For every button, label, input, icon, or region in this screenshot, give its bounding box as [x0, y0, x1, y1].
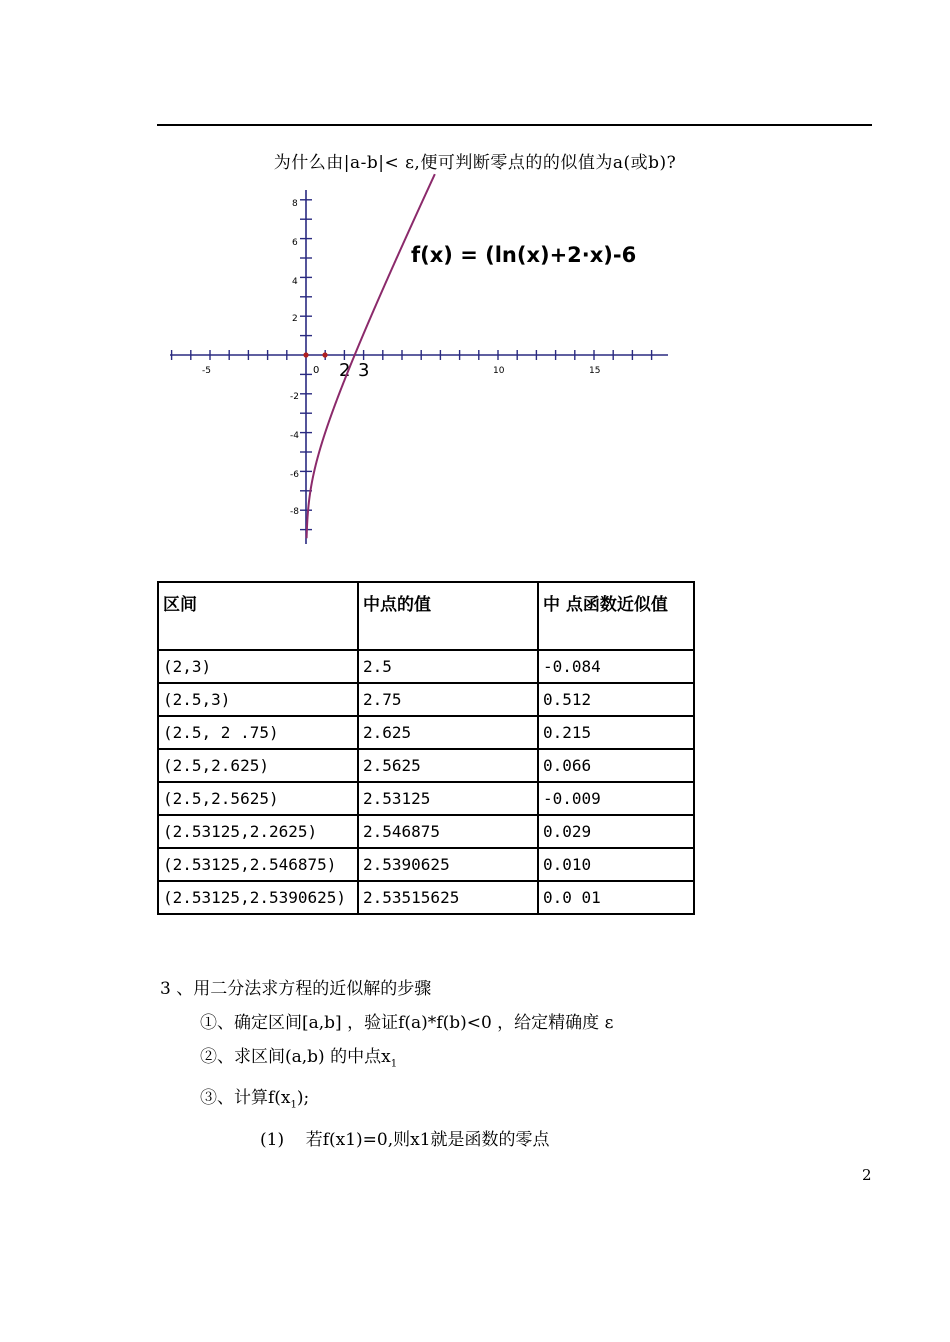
point-label-3: 3 — [358, 360, 370, 381]
x-tick-label-0: 0 — [313, 365, 320, 376]
cell-value: 0.0 01 — [538, 881, 694, 914]
page-number: 2 — [862, 1166, 872, 1184]
cell-value: 0.010 — [538, 848, 694, 881]
cell-value: 0.029 — [538, 815, 694, 848]
y-tick-label-neg6: -6 — [290, 470, 299, 480]
step-2 — [160, 1040, 613, 1081]
step-3-subscript: 1 — [290, 1099, 297, 1111]
step-3-text-end: ); — [296, 1088, 310, 1109]
cell-value: -0.009 — [538, 782, 694, 815]
cell-value: 0.215 — [538, 716, 694, 749]
cell-value: -0.084 — [538, 650, 694, 683]
steps-heading: 3 、用二分法求方程的近似解的步骤 — [160, 979, 432, 999]
cell-midpoint: 2.53515625 — [358, 881, 538, 914]
y-tick-label-neg4: -4 — [290, 431, 299, 441]
step-2-text: ②、求区间(a,b) 的中点x — [200, 1047, 391, 1067]
cell-midpoint: 2.5625 — [358, 749, 538, 782]
cell-interval: (2.5,2.5625) — [158, 782, 358, 815]
y-tick-label-8: 8 — [292, 199, 298, 209]
cell-midpoint: 2.546875 — [358, 815, 538, 848]
question-text: 为什么由|a-b|< ε,便可判断零点的的似值为a(或b)? — [273, 153, 677, 173]
cell-interval: (2.5, 2 .75) — [158, 716, 358, 749]
origin-point — [303, 352, 308, 357]
step-3 — [160, 1081, 613, 1122]
cell-interval: (2.5,2.625) — [158, 749, 358, 782]
step-2-subscript: 1 — [390, 1058, 398, 1070]
cell-midpoint: 2.625 — [358, 716, 538, 749]
graph-svg — [165, 172, 670, 547]
header-interval: 区间 — [158, 582, 358, 650]
table-row — [158, 749, 694, 782]
cell-midpoint: 2.53125 — [358, 782, 538, 815]
header-function-value: 中 点函数近似值 — [538, 582, 694, 650]
cell-midpoint: 2.75 — [358, 683, 538, 716]
cell-midpoint: 2.5 — [358, 650, 538, 683]
bisection-table — [157, 581, 695, 915]
cell-interval: (2,3) — [158, 650, 358, 683]
function-graph — [165, 172, 670, 547]
table-row — [158, 716, 694, 749]
cell-interval: (2.53125,2.546875) — [158, 848, 358, 881]
table-row — [158, 650, 694, 683]
step-3-text: ③、计算f(x — [200, 1088, 291, 1109]
table-row — [158, 881, 694, 914]
point-x1 — [322, 352, 327, 357]
header-rule — [157, 124, 872, 126]
table-row — [158, 683, 694, 716]
y-tick-label-2: 2 — [292, 314, 298, 324]
table-header-row — [158, 582, 694, 650]
cell-midpoint: 2.5390625 — [358, 848, 538, 881]
y-tick-label-neg2: -2 — [290, 392, 299, 402]
header-midpoint: 中点的值 — [358, 582, 538, 650]
x-tick-label-15: 15 — [589, 366, 601, 376]
cell-interval: (2.5,3) — [158, 683, 358, 716]
x-tick-label-10: 10 — [493, 366, 505, 376]
y-tick-label-neg8: -8 — [290, 507, 299, 517]
cell-value: 0.066 — [538, 749, 694, 782]
table-row — [158, 782, 694, 815]
y-tick-label-6: 6 — [292, 238, 298, 248]
cell-interval: (2.53125,2.5390625) — [158, 881, 358, 914]
x-tick-label-neg5: -5 — [202, 366, 211, 376]
cell-interval: (2.53125,2.2625) — [158, 815, 358, 848]
point-label-2: 2 — [339, 360, 351, 381]
step-1: ①、确定区间[a,b] ，验证f(a)*f(b)<0 ，给定精确度 ε — [200, 1013, 614, 1033]
y-tick-label-4: 4 — [292, 277, 298, 287]
formula-label: f(x) = (ln(x)+2·x)-6 — [411, 243, 637, 267]
table-row — [158, 815, 694, 848]
table-row — [158, 848, 694, 881]
step-3-sub-1: (1) 若f(x1)=0,则x1就是函数的零点 — [260, 1129, 550, 1150]
bisection-steps — [160, 972, 613, 1157]
cell-value: 0.512 — [538, 683, 694, 716]
